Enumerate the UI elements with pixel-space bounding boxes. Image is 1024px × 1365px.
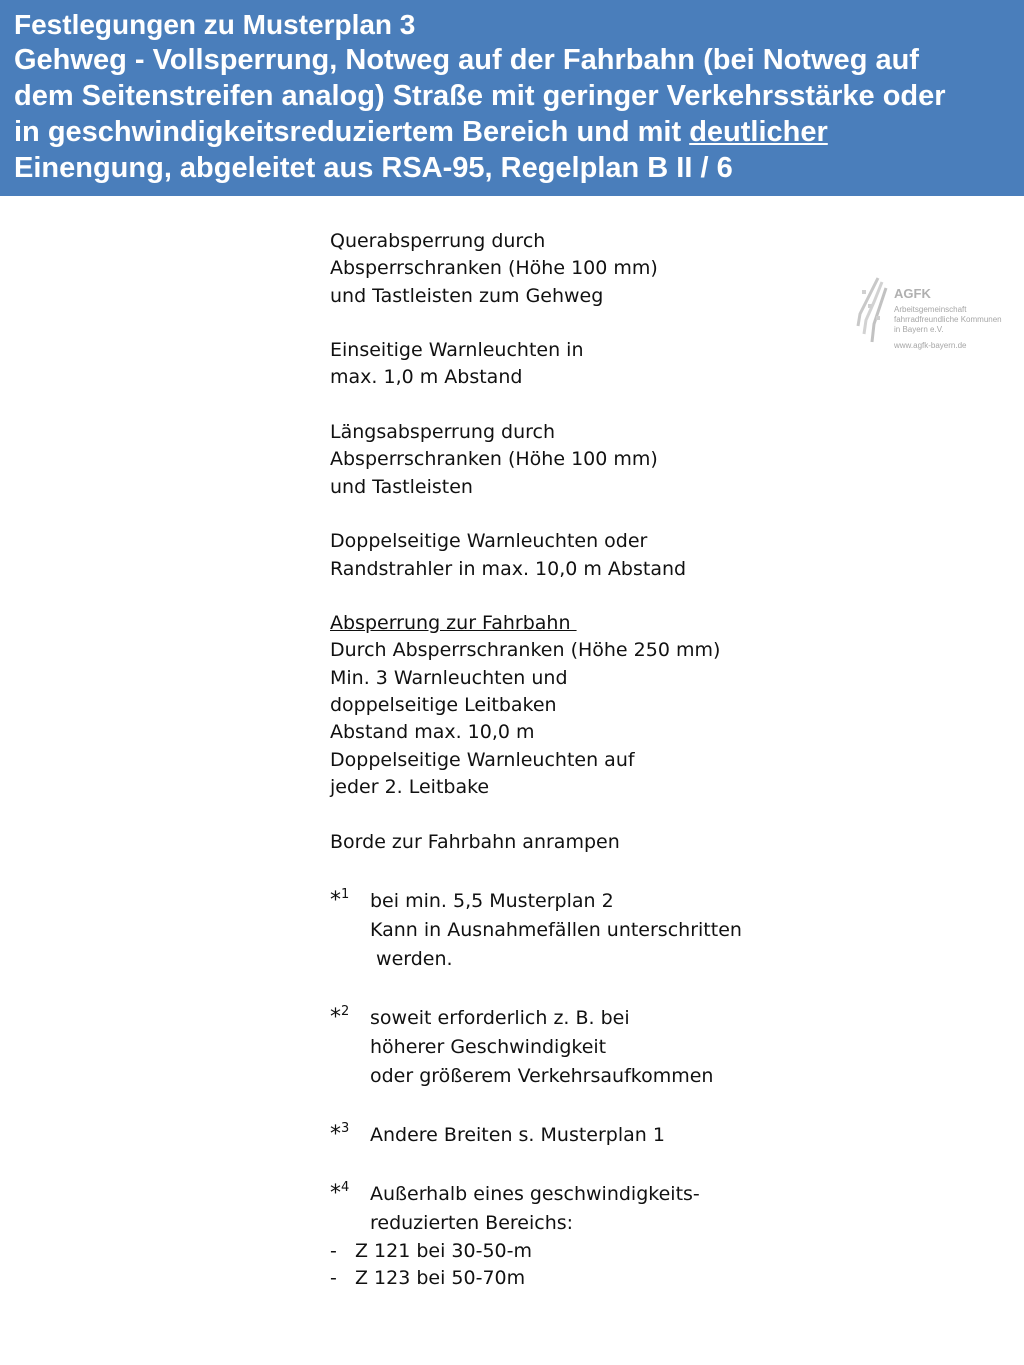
title-line-4-text: in geschwindigkeitsreduziertem Bereich und mit <box>14 116 690 148</box>
footnote-line: Kann in Ausnahmefällen unterschritten <box>370 919 742 942</box>
text-line: und Tastleisten <box>330 475 473 498</box>
text-line: doppelseitige Leitbaken <box>330 694 557 717</box>
specifications-text <box>330 228 850 1293</box>
footnote-marker: *$^2$ <box>330 1004 350 1031</box>
footnote-line: werden. <box>370 948 453 971</box>
logo-sub-line-1: Arbeitsgemeinschaft <box>894 305 967 314</box>
footnote-line: oder größerem Verkehrsaufkommen <box>370 1065 714 1088</box>
text-line: Randstrahler in max. 10,0 m Abstand <box>330 557 687 580</box>
text-line: Durch Absperrschranken (Höhe 250 mm) <box>330 639 721 662</box>
title-line-1: Festlegungen zu Musterplan 3 <box>14 9 416 40</box>
footnote-line: reduzierten Bereichs: <box>370 1212 574 1235</box>
footnote-line: bei min. 5,5 Musterplan 2 <box>370 890 614 913</box>
text-line: Min. 3 Warnleuchten und <box>330 666 568 689</box>
text-line: Längsabsperrung durch <box>330 421 556 444</box>
title-line-4 <box>14 114 1010 150</box>
footnote-line: Andere Breiten s. Musterplan 1 <box>370 1124 665 1147</box>
footnote-line: soweit erforderlich z. B. bei <box>370 1007 630 1030</box>
footnote-marker: *$^3$ <box>330 1121 350 1148</box>
text-line: Doppelseitige Warnleuchten oder <box>330 530 648 553</box>
title-banner <box>0 0 1024 196</box>
footnote-2 <box>330 1004 850 1091</box>
text-line: Querabsperrung durch <box>330 230 546 252</box>
logo-sub-line-2: fahrradfreundliche Kommunen <box>894 315 1002 324</box>
text-line: Borde zur Fahrbahn anrampen <box>330 830 620 853</box>
title-underlined-word: deutlicher <box>689 116 828 148</box>
footnote-1 <box>330 887 850 974</box>
list-item: - Z 121 bei 30-50-m <box>330 1240 533 1263</box>
footnote-marker: *$^4$ <box>330 1180 350 1207</box>
title-line-2: Gehweg - Vollsperrung, Notweg auf der Fahrbahn (bei Notweg auf <box>14 44 919 76</box>
logo-url: www.agfk-bayern.de <box>894 341 967 350</box>
text-line: Abstand max. 10,0 m <box>330 721 535 744</box>
title-line-3: dem Seitenstreifen analog) Straße mit geringer Verkehrsstärke oder <box>14 80 946 112</box>
logo-subtitle <box>894 305 1014 335</box>
text-line: Absperrschranken (Höhe 100 mm) <box>330 448 658 471</box>
footnote-marker: *$^1$ <box>330 887 350 914</box>
footnote-line: Außerhalb eines geschwindigkeits- <box>370 1183 700 1206</box>
footnote-4 <box>330 1180 850 1238</box>
text-line: und Tastleisten zum Gehweg <box>330 284 604 307</box>
text-line: Einseitige Warnleuchten in <box>330 339 584 362</box>
footnote-3 <box>330 1121 850 1150</box>
logo-name: AGFK <box>894 286 931 301</box>
text-line: jeder 2. Leitbake <box>330 775 490 798</box>
footnote-line: höherer Geschwindigkeit <box>370 1036 607 1059</box>
agfk-logo-icon <box>856 276 892 346</box>
title-line-5: Einengung, abgeleitet aus RSA-95, Regelplan B II / 6 <box>14 152 733 184</box>
text-line: max. 1,0 m Abstand <box>330 366 523 389</box>
text-line: Absperrschranken (Höhe 100 mm) <box>330 257 658 280</box>
logo-sub-line-3: in Bayern e.V. <box>894 325 944 334</box>
list-item: - Z 123 bei 50-70m <box>330 1267 526 1290</box>
text-line: Doppelseitige Warnleuchten auf <box>330 748 635 771</box>
section-heading: Absperrung zur Fahrbahn <box>330 612 577 635</box>
agfk-logo <box>856 274 1016 354</box>
